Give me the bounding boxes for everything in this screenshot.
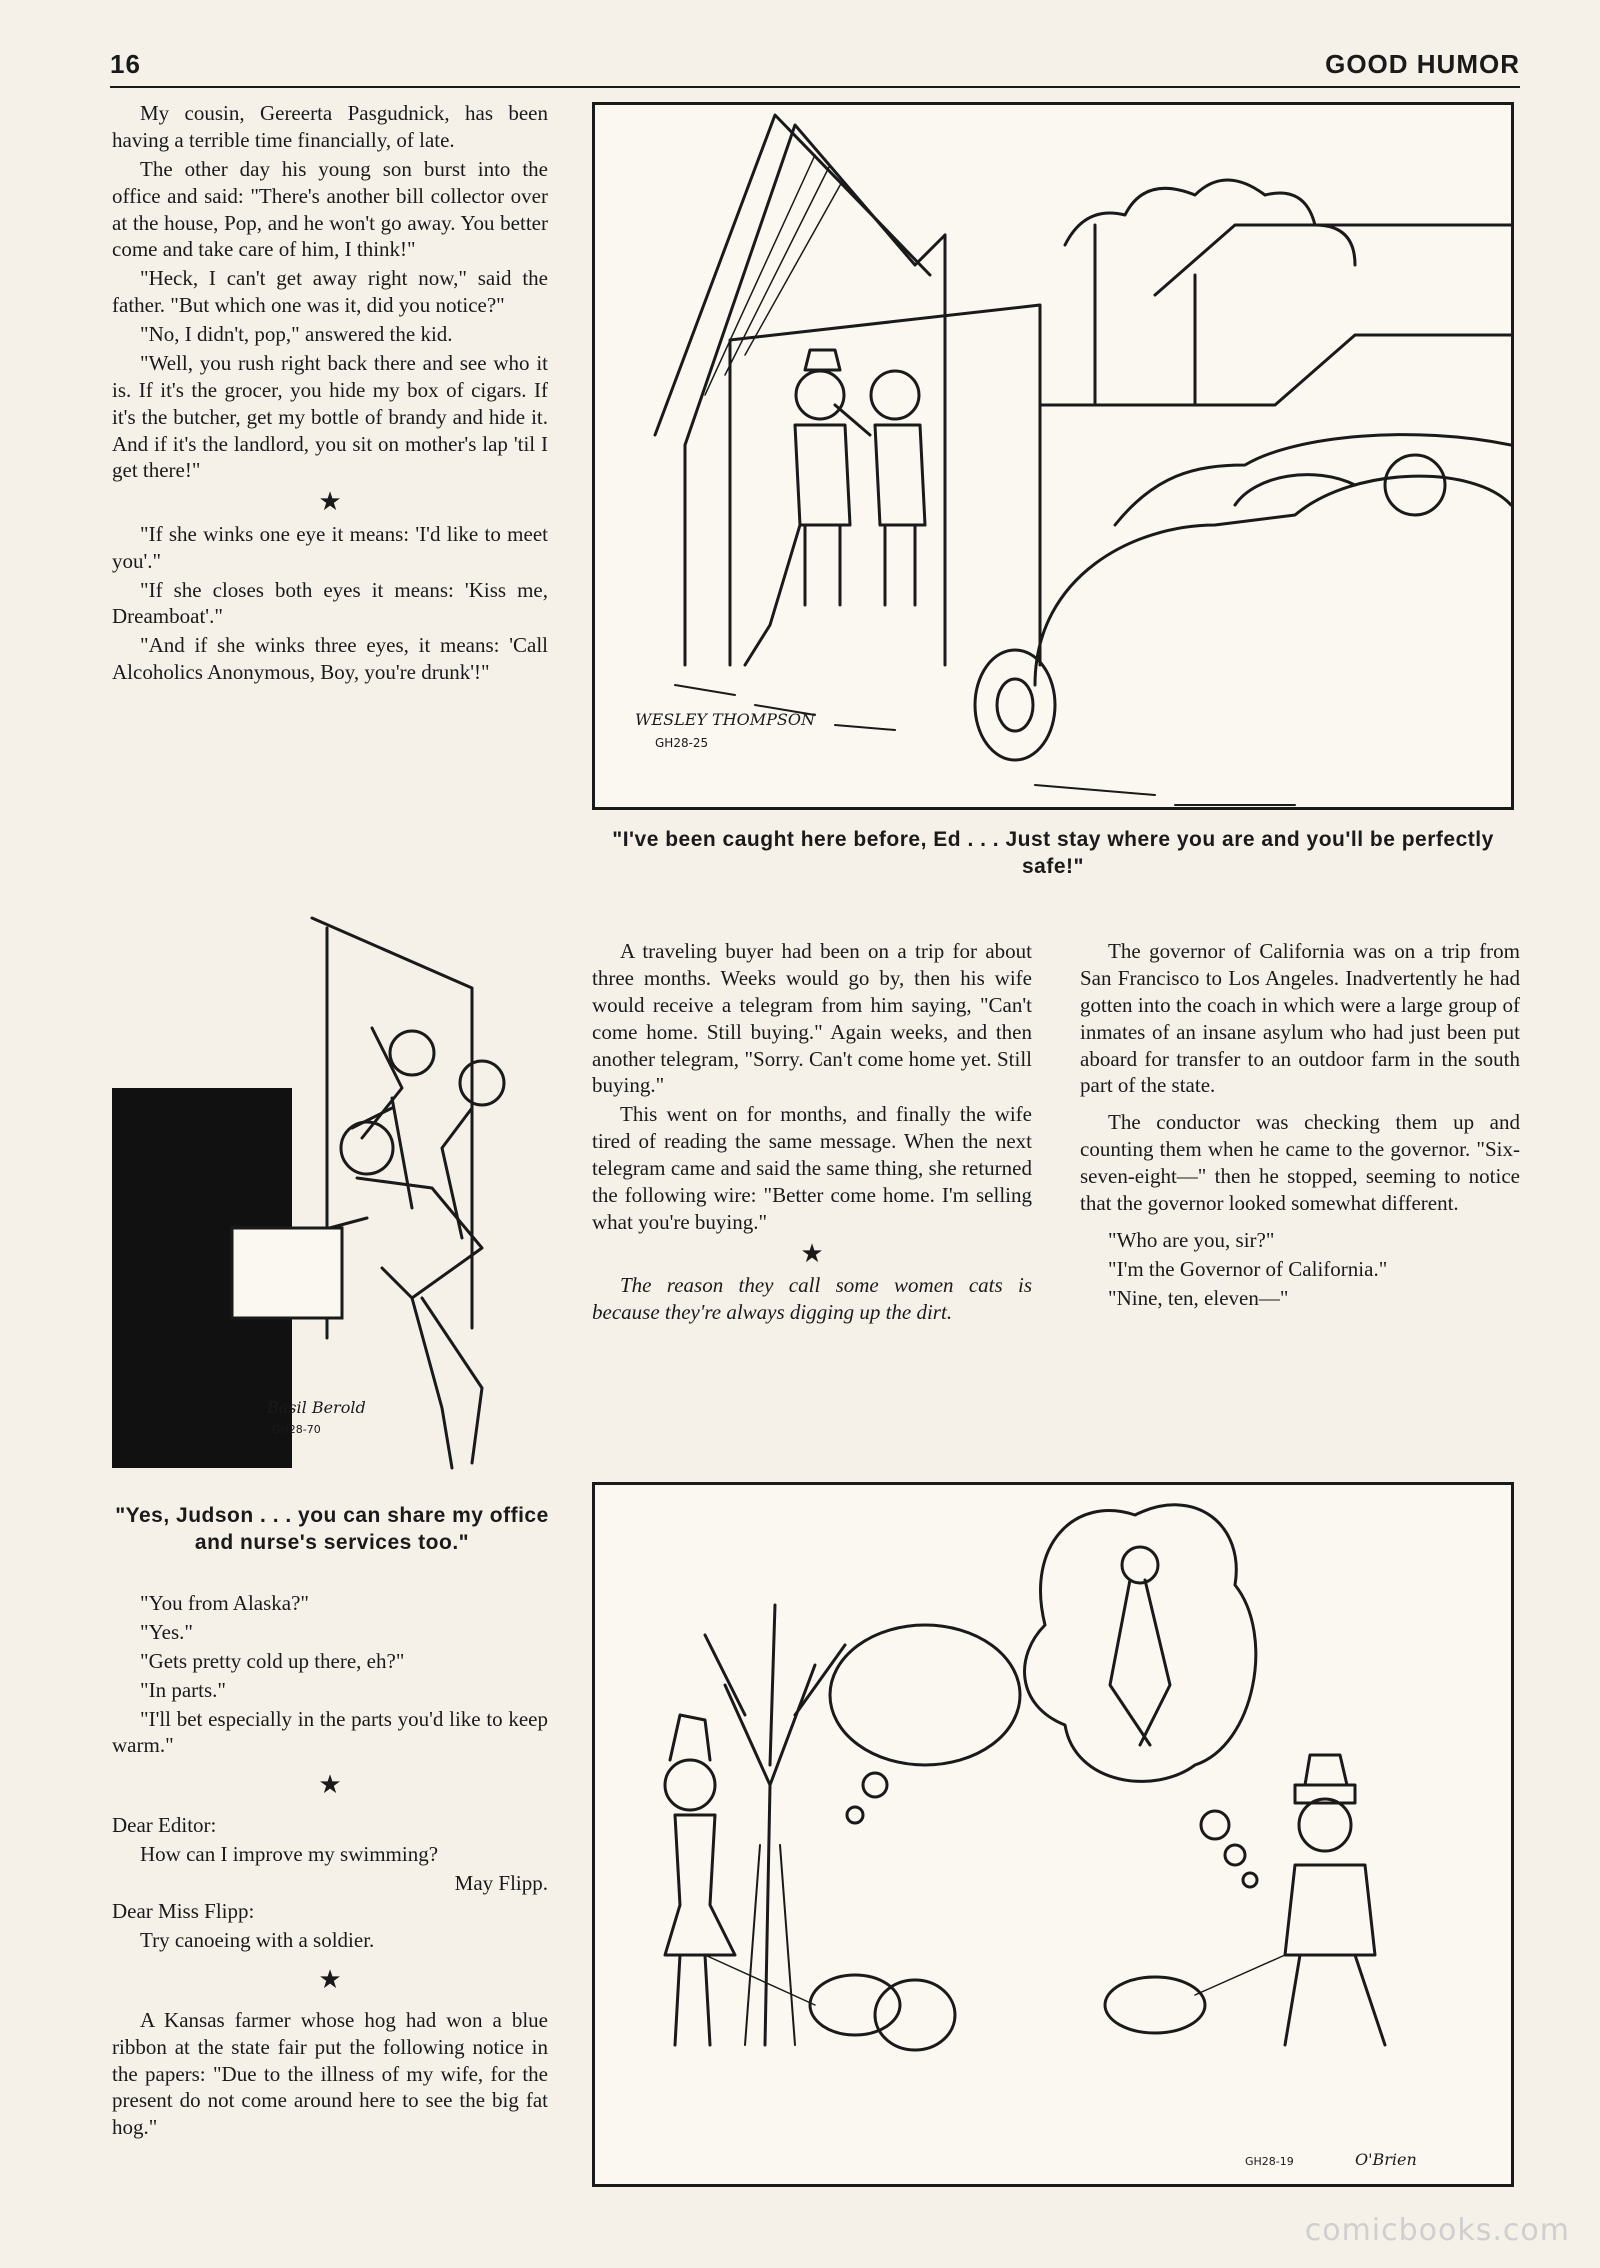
- office-cartoon-illustration: [112, 908, 552, 1498]
- governor-paragraph: The conductor was checking them up and counting them when he came to the governor. "Six-seven-eight—" then he stopped, seeming to notice that the governor looked somewhat different.: [1080, 1110, 1520, 1215]
- buyer-paragraph: This went on for months, and finally the wife tired of reading the same message. When the next telegram came and said the same thing, she returned the following wire: "Better come home. I'm selling what you're buying.": [592, 1102, 1032, 1234]
- cartoon-office: [112, 908, 552, 1498]
- winks-line: "If she closes both eyes it means: 'Kiss me, Dreamboat'.": [112, 577, 548, 629]
- cartoon2-code: GH28-70: [272, 1423, 321, 1436]
- alaska-line: "You from Alaska?": [140, 1591, 310, 1615]
- column-middle: [592, 938, 1032, 1328]
- cartoon1-code: GH28-25: [655, 736, 709, 750]
- alaska-line: "In parts.": [140, 1677, 226, 1702]
- alaska-line: "I'll bet especially in the parts you'd like to keep warm.": [112, 1706, 548, 1758]
- editor-question: How can I improve my swimming?: [140, 1841, 439, 1866]
- star-separator-icon: ★: [318, 487, 342, 517]
- cartoon1-caption: "I've been caught here before, Ed . . . Just stay where you are and you'll be perfectly safe!": [612, 828, 1494, 879]
- joke-paragraph: "Well, you rush right back there and see who it is. If it's the grocer, you hide my box of cigars. If it's the butcher, get my bottle of brandy and hide it. And if it's the landlord, you sit on mother's lap 'til I get there!": [112, 350, 548, 483]
- alaska-line: "Gets pretty cold up there, eh?": [140, 1648, 405, 1673]
- cartoon2-signature: Basil Berold: [267, 1398, 366, 1417]
- joke-paragraph: The other day his young son burst into the office and said: "There's another bill collector over at the house, Pop, and he won't go away. You better come and take care of him, I think!": [112, 156, 548, 262]
- page-header: [110, 38, 1520, 88]
- watermark: comicbooks.com: [1304, 2213, 1570, 2248]
- column-top-left: [112, 100, 548, 688]
- cartoon3-signature: O'Brien: [1355, 2150, 1417, 2169]
- editor-salutation: Dear Editor:: [112, 1812, 217, 1837]
- cartoon2-caption: "Yes, Judson . . . you can share my office and nurse's services too.": [115, 1504, 549, 1555]
- governor-line: "Nine, ten, eleven—": [1108, 1285, 1289, 1310]
- cartoon3-code: GH28-19: [1245, 2155, 1294, 2168]
- magazine-title: GOOD HUMOR: [1325, 49, 1520, 79]
- governor-line: "I'm the Governor of California.": [1108, 1256, 1388, 1281]
- alaska-line: "Yes.": [140, 1619, 193, 1644]
- winks-line: "And if she winks three eyes, it means: 'Call Alcoholics Anonymous, Boy, you're drunk'!": [112, 633, 548, 685]
- governor-paragraph: The governor of California was on a trip from San Francisco to Los Angeles. Inadvertently he had gotten into the coach in which were a large group of inmates of an insane asylum who had just been put aboard for transfer to an outdoor farm in the south part of the state.: [1080, 939, 1520, 1098]
- editor-sign: May Flipp.: [454, 1870, 548, 1895]
- garage-cartoon-illustration: [595, 105, 1511, 807]
- governor-line: "Who are you, sir?": [1108, 1227, 1275, 1252]
- star-separator-icon: ★: [318, 1770, 342, 1800]
- cartoon1-signature: WESLEY THOMPSON: [635, 710, 816, 729]
- joke-paragraph: "No, I didn't, pop," answered the kid.: [140, 322, 453, 346]
- editor-answer: Try canoeing with a soldier.: [140, 1928, 375, 1953]
- hog-paragraph: A Kansas farmer whose hog had won a blue ribbon at the state fair put the following notice in the papers: "Due to the illness of my wife, for the present do not come around here to see the big fat hog.": [112, 2007, 548, 2140]
- star-separator-icon: ★: [800, 1238, 824, 1268]
- page-number: 16: [110, 49, 141, 79]
- editor-salutation-2: Dear Miss Flipp:: [112, 1899, 255, 1924]
- joke-paragraph: "Heck, I can't get away right now," said the father. "But which one was it, did you notice?": [112, 266, 548, 318]
- cartoon-garage: [592, 102, 1514, 810]
- street-cartoon-illustration: [595, 1485, 1511, 2184]
- cartoon-street: [592, 1482, 1514, 2187]
- column-right: [1080, 938, 1520, 1313]
- column-bottom-left: [112, 1590, 548, 2143]
- cats-quip: The reason they call some women cats is because they're always digging up the dirt.: [592, 1273, 1032, 1325]
- buyer-paragraph: A traveling buyer had been on a trip for about three months. Weeks would go by, then his wife would receive a telegram from him saying, "Can't come home. Still buying." Again weeks, and then another telegram, "Sorry. Can't come home yet. Still buying.": [592, 939, 1032, 1098]
- winks-line: "If she winks one eye it means: 'I'd like to meet you'.": [112, 521, 548, 573]
- joke-paragraph: My cousin, Gereerta Pasgudnick, has been having a terrible time financially, of late.: [112, 101, 548, 152]
- star-separator-icon: ★: [318, 1965, 342, 1995]
